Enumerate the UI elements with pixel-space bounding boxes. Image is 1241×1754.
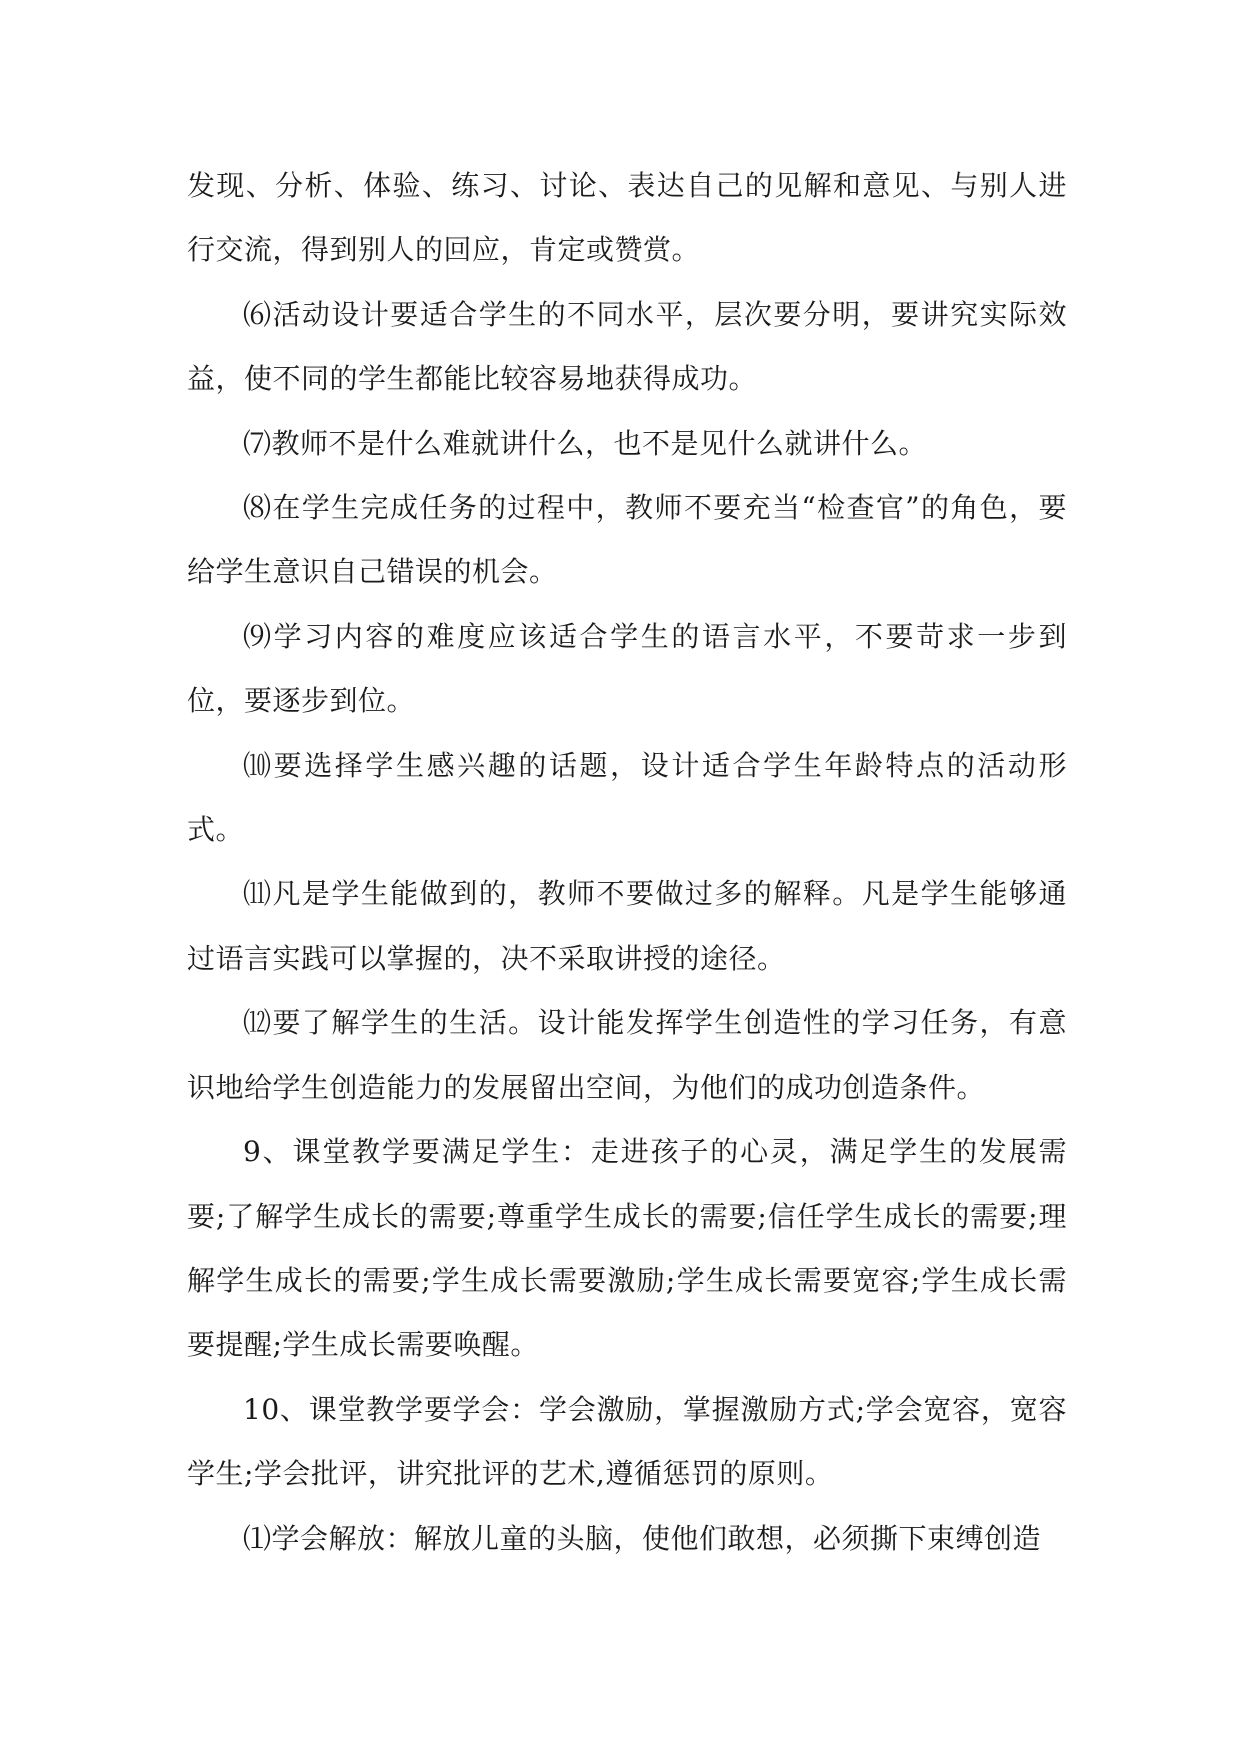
paragraph-section-10: 10、课堂教学要学会：学会激励，掌握激励方式;学会宽容，宽容学生;学会批评，讲究批评的艺术,遵循惩罚的原则。 — [187, 1392, 1067, 1491]
paragraph-item-9: ⑼学习内容的难度应该适合学生的语言水平，不要苛求一步到位，要逐步到位。 — [187, 619, 1067, 718]
paragraph-item-7: ⑺教师不是什么难就讲什么，也不是见什么就讲什么。 — [243, 426, 928, 460]
paragraph-section-9: 9、课堂教学要满足学生：走进孩子的心灵，满足学生的发展需要;了解学生成长的需要;尊重学生成长的需要;信任学生成长的需要;理解学生成长的需要;学生成长需要激励;学生成长需要宽容;学生成长需要提醒;学生成长需要唤醒。 — [187, 1135, 1067, 1362]
paragraph-item-11: ⑾凡是学生能做到的，教师不要做过多的解释。凡是学生能够通过语言实践可以掌握的，决不采取讲授的途径。 — [187, 877, 1067, 975]
paragraph-subitem-1: ⑴学会解放：解放儿童的头脑，使他们敢想，必须撕下束缚创造 — [243, 1521, 1042, 1555]
paragraph-item-6: ⑹活动设计要适合学生的不同水平，层次要分明，要讲究实际效益，使不同的学生都能比较容易地获得成功。 — [187, 297, 1067, 396]
paragraph-item-10: ⑽要选择学生感兴趣的话题，设计适合学生年龄特点的活动形式。 — [187, 748, 1067, 847]
paragraph-1: 发现、分析、体验、练习、讨论、表达自己的见解和意见、与别人进行交流，得到别人的回应，肯定或赞赏。 — [187, 169, 1067, 267]
paragraph-item-12: ⑿要了解学生的生活。设计能发挥学生创造性的学习任务，有意识地给学生创造能力的发展留出空间，为他们的成功创造条件。 — [187, 1006, 1067, 1104]
document-body — [187, 154, 1067, 1571]
paragraph-item-8: ⑻在学生完成任务的过程中，教师不要充当“检查官”的角色，要给学生意识自己错误的机会。 — [187, 491, 1067, 589]
